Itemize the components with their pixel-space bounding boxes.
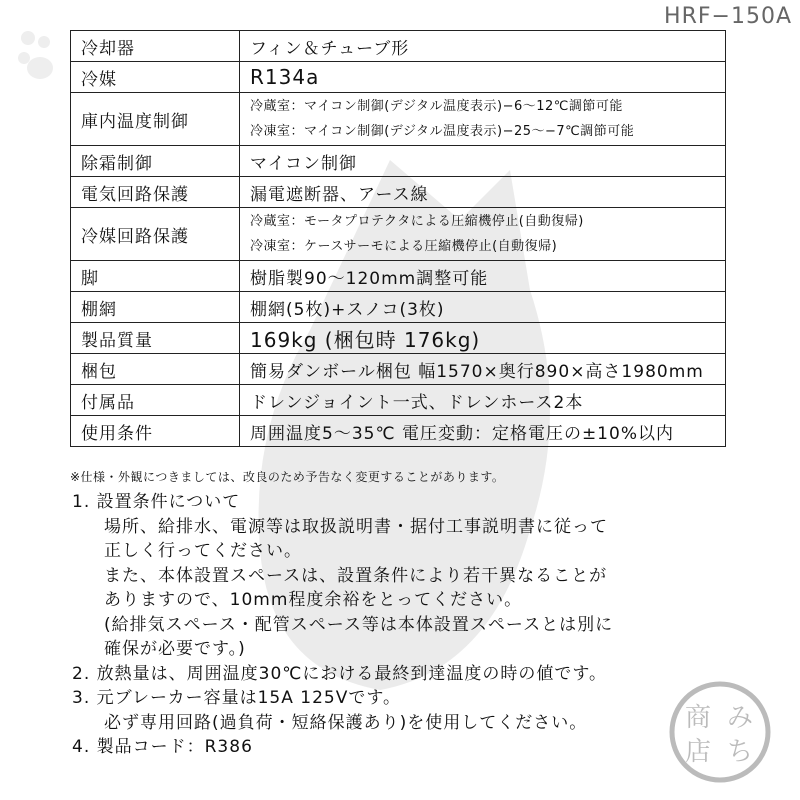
spec-subline: 冷凍室：ケースサーモによる圧縮機停止(自動復帰) — [250, 239, 558, 254]
disclaimer-note: ※仕様・外観につきましては、改良のため予告なく変更することがあります。 — [70, 470, 505, 484]
spec-value: 漏電遮断器、アース線 — [240, 177, 726, 208]
shop-stamp-icon — [668, 680, 772, 784]
spec-value: 169kg (梱包時 176kg) — [240, 323, 726, 354]
svg-text:商: 商 — [684, 703, 712, 733]
spec-label: 冷却器 — [71, 31, 240, 62]
spec-row-conditions — [71, 416, 726, 447]
spec-row-weight — [71, 323, 726, 354]
spec-label: 製品質量 — [71, 323, 240, 354]
spec-label: 電気回路保護 — [71, 177, 240, 208]
spec-row-cooler — [71, 31, 726, 62]
note-line: (給排気スペース・配管スペース等は本体設置スペースとは別に — [104, 614, 614, 635]
spec-value: R134a — [240, 62, 726, 93]
spec-value: 簡易ダンボール梱包 幅1570×奥行890×高さ1980mm — [240, 354, 726, 385]
spec-row-shelves — [71, 292, 726, 323]
notes-list — [72, 490, 732, 760]
spec-value: 樹脂製90〜120mm調整可能 — [240, 261, 726, 292]
spec-row-circuit-protection — [71, 177, 726, 208]
spec-row-packaging — [71, 354, 726, 385]
spec-label: 冷媒 — [71, 62, 240, 93]
note-heading: 3. 元ブレーカー容量は15A 125Vです。 — [72, 688, 401, 708]
note-line: また、本体設置スペースは、設置条件により若干異なることが — [104, 565, 608, 586]
spec-value: 周囲温度5〜35℃ 電圧変動：定格電圧の±10%以内 — [240, 416, 726, 447]
spec-row-defrost — [71, 146, 726, 177]
spec-subline: 冷蔵室：マイコン制御(デジタル温度表示)−6〜12℃調節可能 — [250, 99, 623, 114]
spec-label: 付属品 — [71, 385, 240, 416]
spec-label: 冷媒回路保護 — [71, 208, 240, 261]
spec-label: 脚 — [71, 261, 240, 292]
spec-value: マイコン制御 — [240, 146, 726, 177]
note-heading: 4. 製品コード：R386 — [72, 737, 253, 757]
note-heading: 2. 放熱量は、周囲温度30℃における最終到達温度の時の値です。 — [72, 663, 607, 684]
model-number: HRF−150A — [664, 4, 792, 29]
spec-row-temperature-control — [71, 93, 726, 146]
spec-label: 梱包 — [71, 354, 240, 385]
spec-row-refrigerant — [71, 62, 726, 93]
svg-text:店: 店 — [684, 737, 712, 767]
note-line: 必ず専用回路(過負荷・短絡保護あり)を使用してください。 — [104, 712, 588, 733]
spec-value: フィン＆チューブ形 — [240, 31, 726, 62]
note-heading: 1. 設置条件について — [72, 492, 241, 512]
spec-subline: 冷凍室：マイコン制御(デジタル温度表示)−25〜−7℃調節可能 — [250, 124, 635, 139]
svg-text:み: み — [726, 703, 754, 733]
spec-value: 棚網(5枚)+スノコ(3枚) — [240, 292, 726, 323]
note-line: 正しく行ってください。 — [104, 541, 302, 561]
note-line: ありますので、10mm程度余裕をとってください。 — [104, 590, 523, 610]
spec-label: 庫内温度制御 — [71, 93, 240, 146]
svg-text:ち: ち — [726, 737, 754, 767]
spec-label: 棚網 — [71, 292, 240, 323]
spec-row-refrigerant-protection — [71, 208, 726, 261]
spec-value-multi — [240, 93, 726, 146]
spec-row-legs — [71, 261, 726, 292]
spec-table — [70, 30, 726, 447]
note-line: 場所、給排水、電源等は取扱説明書・据付工事説明書に従って — [104, 516, 608, 537]
spec-label: 除霜制御 — [71, 146, 240, 177]
spec-value: ドレンジョイント一式、ドレンホース2本 — [240, 385, 726, 416]
spec-subline: 冷蔵室：モータプロテクタによる圧縮機停止(自動復帰) — [250, 214, 584, 229]
spec-value-multi — [240, 208, 726, 261]
spec-label: 使用条件 — [71, 416, 240, 447]
spec-row-accessories — [71, 385, 726, 416]
paw-watermark-icon — [16, 28, 56, 88]
note-line: 確保が必要です。) — [104, 639, 246, 659]
